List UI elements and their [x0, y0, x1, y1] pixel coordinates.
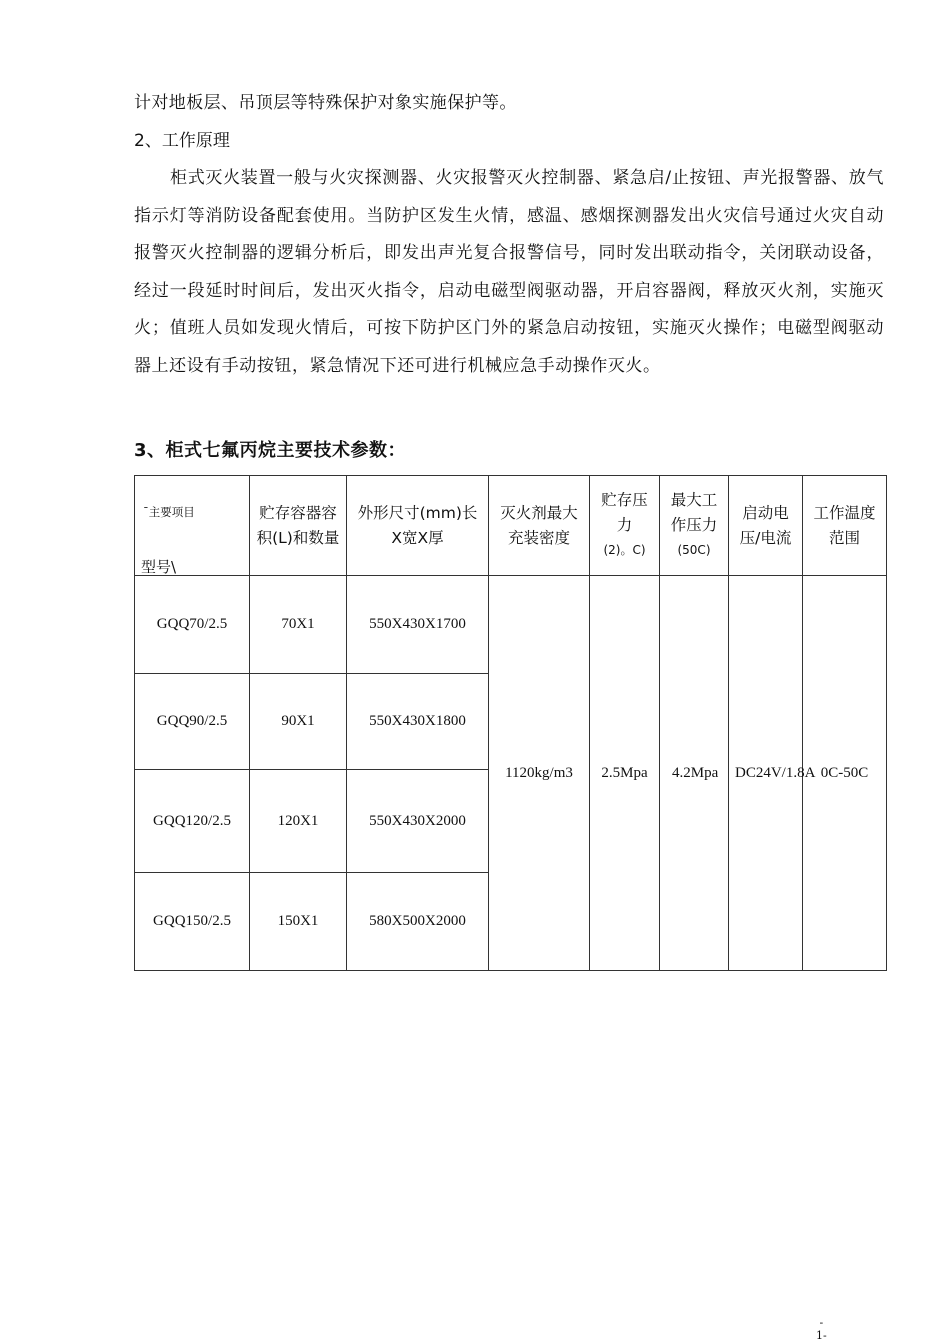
dimensions-cell: 550X430X1800: [347, 674, 489, 770]
temperature-cell: 0C-50C: [803, 576, 887, 971]
dimensions-cell: 550X430X2000: [347, 770, 489, 873]
model-cell: GQQ90/2.5: [135, 674, 250, 770]
fill-density-cell: 1120kg/m3: [489, 576, 590, 971]
header-storage-pressure-label: 贮存压力: [601, 491, 648, 534]
max-pressure-cell: 4.2Mpa: [660, 576, 729, 971]
intro-line: 计对地板层、吊顶层等特殊保护对象实施保护等。: [134, 93, 517, 113]
dimensions-cell: 550X430X1700: [347, 576, 489, 674]
header-storage-pressure-note: (2)。C): [603, 543, 646, 557]
header-volume: 贮存容器容积(L)和数量: [250, 476, 347, 576]
section3-title: 3、柜式七氟丙烷主要技术参数：: [134, 440, 407, 461]
page-number-top: -: [819, 1316, 824, 1329]
dimensions-cell: 580X500X2000: [347, 873, 489, 971]
corner-top-label: ˉ主要项目: [143, 505, 195, 519]
header-row: [135, 476, 887, 576]
header-max-pressure: [660, 476, 729, 576]
volume-cell: 120X1: [250, 770, 347, 873]
header-max-pressure-note: (50C): [677, 543, 711, 557]
page-number-value: 1-: [816, 1329, 827, 1342]
header-storage-pressure: [590, 476, 660, 576]
voltage-cell: DC24V/1.8A: [729, 576, 803, 971]
corner-header-cell: [135, 476, 250, 576]
header-fill-density: 灭火剂最大充装密度: [489, 476, 590, 576]
model-cell: GQQ150/2.5: [135, 873, 250, 971]
corner-bottom-label: 型号\: [141, 558, 177, 576]
volume-cell: 150X1: [250, 873, 347, 971]
header-dimensions: 外形尺寸(mm)长X宽X厚: [347, 476, 489, 576]
storage-pressure-cell: 2.5Mpa: [590, 576, 660, 971]
table-row: [135, 576, 887, 674]
page-number: [816, 1316, 827, 1342]
header-temperature: 工作温度范围: [803, 476, 887, 576]
header-voltage: 启动电压/电流: [729, 476, 803, 576]
spec-table: [134, 475, 887, 971]
model-cell: GQQ120/2.5: [135, 770, 250, 873]
header-max-pressure-label: 最大工作压力: [670, 491, 718, 534]
section2-title: 2、工作原理: [134, 131, 230, 151]
section2-body: 柜式灭火装置一般与火灾探测器、火灾报警灭火控制器、紧急启/止按钮、声光报警器、放气指示灯等消防设备配套使用。当防护区发生火情，感温、感烟探测器发出火灾信号通过火灾自动报警灭火控制器的逻辑分析后，即发出声光复合报警信号，同时发出联动指令，关闭联动设备，经过一段延时时间后，发出灭火指令，启动电磁型阀驱动器，开启容器阀，释放灭火剂，实施灭火；值班人员如发现火情后，可按下防护区门外的紧急启动按钮，实施灭火操作；电磁型阀驱动器上还设有手动按钮，紧急情况下还可进行机械应急手动操作灭火。: [134, 168, 884, 376]
volume-cell: 90X1: [250, 674, 347, 770]
model-cell: GQQ70/2.5: [135, 576, 250, 674]
volume-cell: 70X1: [250, 576, 347, 674]
